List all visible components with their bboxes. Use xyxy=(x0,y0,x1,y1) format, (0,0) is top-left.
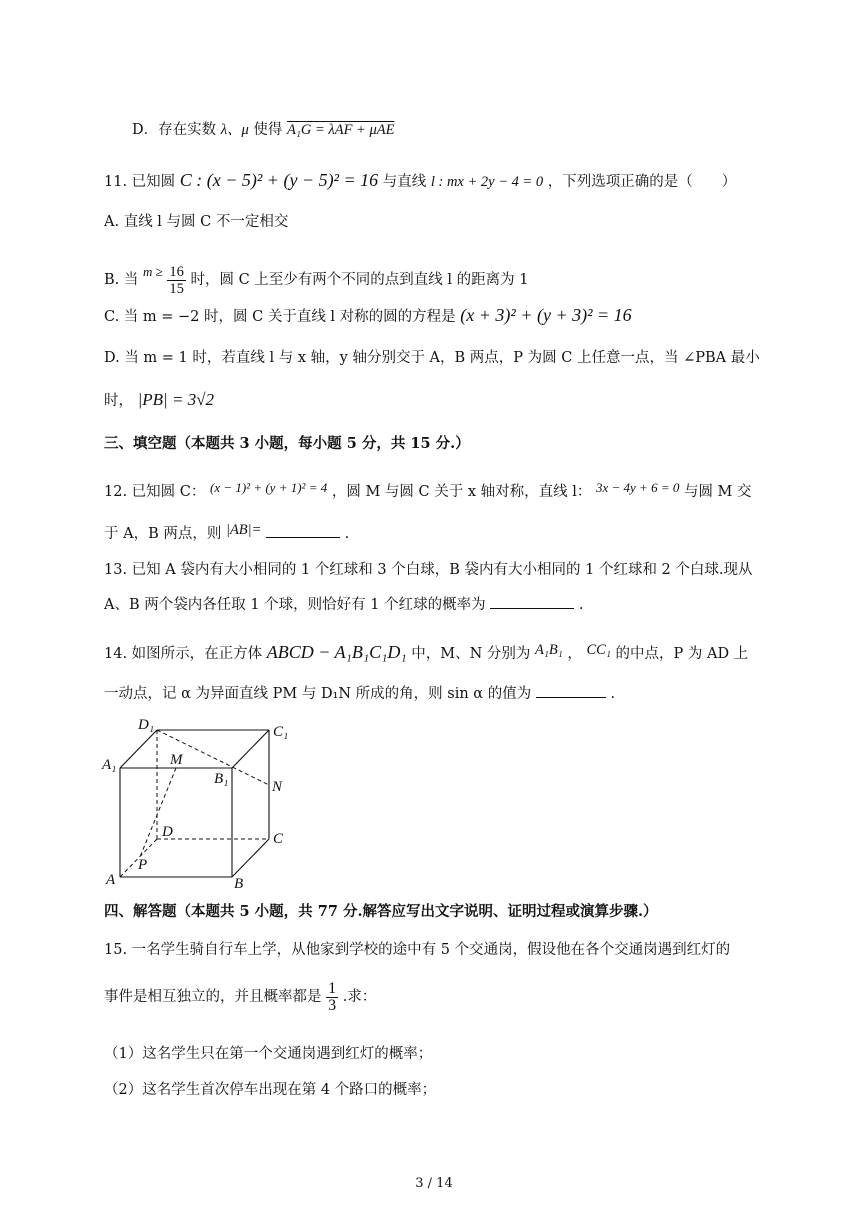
q13-line2-pre: A、B 两个袋内各任取 1 个球，则恰好有 1 个红球的概率为 xyxy=(104,597,486,613)
label-n: N xyxy=(272,779,283,795)
q13-line2-post: . xyxy=(578,597,584,613)
q10d-mid: 使得 xyxy=(253,122,283,138)
q14-line2 xyxy=(104,683,615,704)
q11c-equation: (x + 3)² + (y + 3)² = 16 xyxy=(460,305,632,325)
label-m: M xyxy=(170,752,183,768)
q15-fraction xyxy=(326,981,338,1014)
q15-line2-pre: 事件是相互独立的，并且概率都是 xyxy=(104,989,322,1005)
section-3-heading: 三、填空题（本题共 3 小题，每小题 5 分，共 15 分.） xyxy=(104,435,470,452)
q11b-post: 时，圆 C 上至少有两个不同的点到直线 l 的距离为 1 xyxy=(190,272,529,288)
q11b-numerator: 16 xyxy=(169,263,184,280)
q11b-denominator: 15 xyxy=(169,280,184,297)
q11-option-d-line1: D. 当 m = 1 时，若直线 l 与 x 轴，y 轴分别交于 A，B 两点，P 为圆 C 上任意一点，当 ∠PBA 最小 xyxy=(104,350,760,366)
label-p: P xyxy=(138,857,148,873)
q13-line1: 13. 已知 A 袋内有大小相同的 1 个红球和 3 个白球，B 袋内有大小相同的 1 个红球和 2 个白球.现从 xyxy=(104,562,753,578)
q11d-equation: |PB| = 3√2 xyxy=(137,390,215,409)
edge-a1d1 xyxy=(120,730,157,768)
q14-post: 的中点，P 为 AD 上 xyxy=(615,646,749,662)
q12-line2 xyxy=(104,520,349,544)
q15-part-2: （2）这名学生首次停车出现在第 4 个路口的概率； xyxy=(104,1082,437,1098)
q14-pre: 14. 如图所示，在正方体 xyxy=(104,646,263,662)
q15-part-1: （1）这名学生只在第一个交通岗遇到红灯的概率； xyxy=(104,1046,433,1062)
q10-option-d xyxy=(132,120,394,140)
q11-circle-equation: C : (x − 5)² + (y − 5)² = 16 xyxy=(179,170,379,190)
label-a: A xyxy=(106,872,116,888)
q14-mid: 中，M、N 分别为 xyxy=(411,646,531,662)
q11-option-c xyxy=(104,305,632,327)
q12-line1 xyxy=(104,478,752,502)
q10d-vars: λ、μ xyxy=(220,122,249,138)
q12-line2-pre: 于 A，B 两点，则 xyxy=(104,526,222,542)
q11-option-a: A. 直线 l 与圆 C 不一定相交 xyxy=(104,214,289,230)
q14-line2-text: 一动点，记 α 为异面直线 PM 与 D₁N 所成的角，则 sin α 的值为 xyxy=(104,686,532,702)
q13-answer-blank[interactable] xyxy=(490,594,574,609)
q12-line2-post: . xyxy=(344,526,350,542)
segment-pm xyxy=(140,768,176,857)
q11-option-d-line2 xyxy=(104,390,214,411)
q11b-pre: B. 当 xyxy=(104,272,139,288)
q15-numerator: 1 xyxy=(328,979,337,997)
q12-pre: 12. 已知圆 C： xyxy=(104,484,206,500)
q11-option-b xyxy=(104,252,529,300)
q11d-pre: 时， xyxy=(104,393,133,409)
section-4-heading: 四、解答题（本题共 5 小题，共 77 分.解答应写出文字说明、证明过程或演算步骤.） xyxy=(104,903,658,920)
q14-cc1: CC₁ xyxy=(586,642,611,658)
label-d: D xyxy=(162,824,173,840)
edge-bc xyxy=(232,839,269,877)
page-number: 3 / 14 xyxy=(415,1176,453,1191)
q11-stem xyxy=(104,170,736,192)
q12-mid: ，圆 M 与圆 C 关于 x 轴对称，直线 l： xyxy=(331,484,592,500)
q14-line1 xyxy=(104,640,748,664)
q12-circle-equation: (x − 1)² + (y + 1)² = 4 xyxy=(209,480,328,495)
q10d-label: D．存在实数 xyxy=(132,122,217,138)
cube-figure xyxy=(100,712,300,892)
q14-a1b1: A₁B₁ xyxy=(535,642,563,658)
label-b1: B₁ xyxy=(214,771,229,787)
q11-mid: 与直线 xyxy=(382,174,427,190)
label-b: B xyxy=(234,876,244,892)
q11b-fraction xyxy=(167,264,186,297)
q14-sep: ， xyxy=(567,646,582,662)
edge-b1c1 xyxy=(232,730,269,768)
q11-lead: 11. 已知圆 xyxy=(104,174,176,190)
q10d-formula: A₁G = λAF + μAE xyxy=(287,122,395,138)
q13-line2 xyxy=(104,594,583,615)
label-c: C xyxy=(273,831,284,847)
q12-line-equation: 3x − 4y + 6 = 0 xyxy=(595,480,680,495)
q15-line1: 15. 一名学生骑自行车上学，从他家到学校的途中有 5 个交通岗，假设他在各个交通岗遇到红灯的 xyxy=(104,942,731,958)
q11-line-equation: l : mx + 2y − 4 = 0 xyxy=(430,174,544,190)
q14-cube: ABCD − A₁B₁C₁D₁ xyxy=(266,642,407,662)
label-d1: D₁ xyxy=(138,717,155,733)
q12-post: 与圆 M 交 xyxy=(683,484,752,500)
q15-line2-post: .求： xyxy=(342,989,377,1005)
q15-line2 xyxy=(104,974,376,1020)
label-a1: A₁ xyxy=(102,757,117,773)
q11-tail: ，下列选项正确的是（ ） xyxy=(547,174,737,190)
q14-line2-post: . xyxy=(610,686,616,702)
q12-ab: |AB|= xyxy=(225,522,262,538)
q11c-pre: C. 当 m = −2 时，圆 C 关于直线 l 对称的圆的方程是 xyxy=(104,309,456,325)
q12-answer-blank[interactable] xyxy=(266,523,340,538)
q15-denominator: 3 xyxy=(328,996,337,1014)
q14-answer-blank[interactable] xyxy=(536,683,606,698)
label-c1: C₁ xyxy=(273,724,289,740)
q11b-cond: m ≥ xyxy=(142,264,163,279)
